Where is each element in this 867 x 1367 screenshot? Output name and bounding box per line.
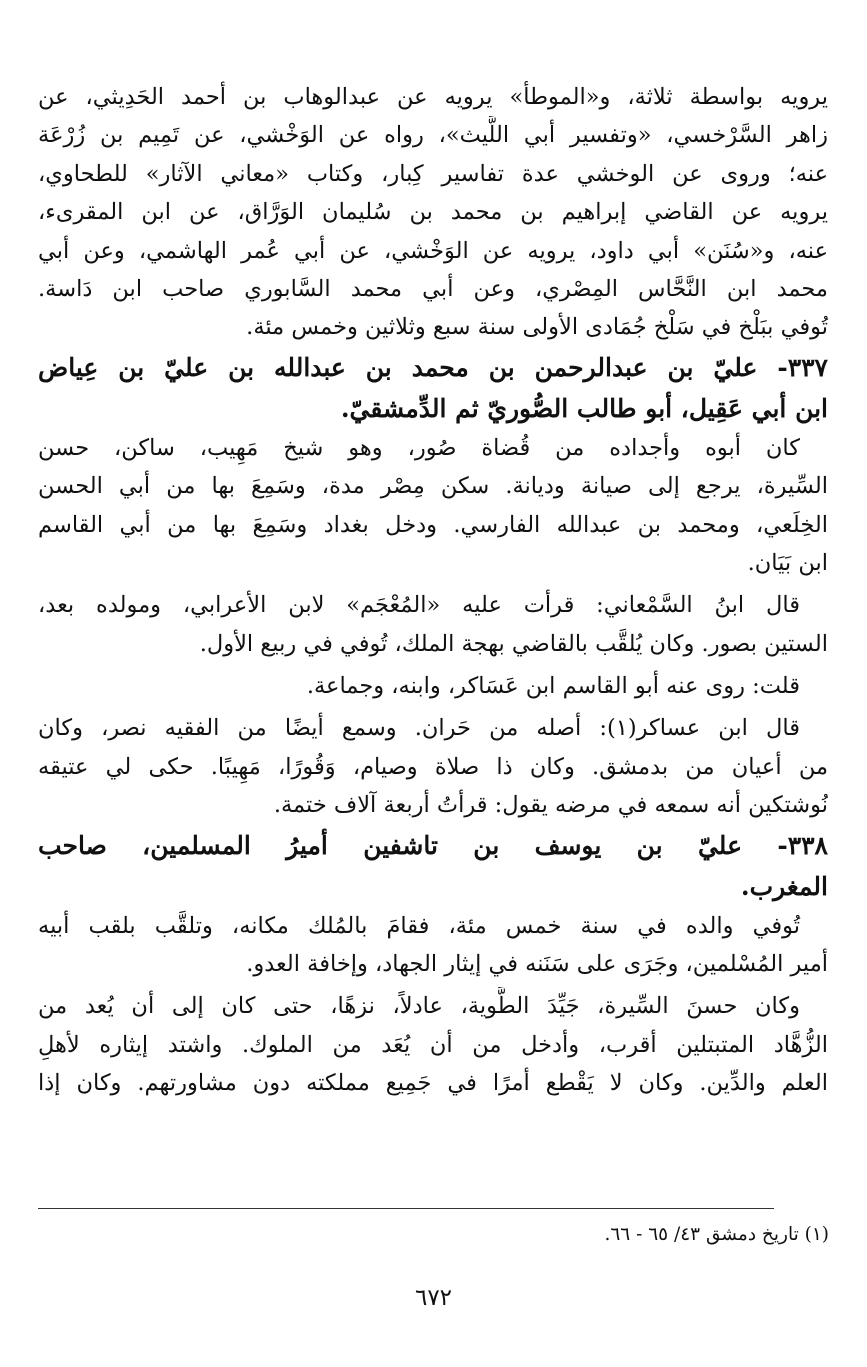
text-line: الستين بصور. وكان يُلقَّب بالقاضي بهجة الملك، تُوفي في ربيع الأول. (199, 630, 828, 657)
text-line: تُوفي ببَلْخ في سَلْخ جُمَادى الأولى سنة سبع وثلاثين وخمس مئة. (246, 314, 828, 341)
text-line: محمد ابن النَّحَّاس المِصْري، وعن أبي محمد السَّابوري صاحب ابن دَاسة. (38, 275, 828, 302)
entry-heading-337-cont: ابن أبي عَقِيل، أبو طالب الصُّوريّ ثم الدِّمشقيّ. (340, 393, 828, 423)
text-line: عنه؛ وروى عن الوخشي عدة تفاسير كِبار، وكتاب «معاني الآثار» للطحاوي، (38, 160, 828, 187)
text-line: وكان حسنَ السِّيرة، جَيِّدَ الطَّوية، عادلاً، نزهًا، حتى كان إلى أن يُعد من (38, 993, 800, 1020)
text-line: أمير المُسْلمين، وجَرَى على سَنَنه في إيثار الجهاد، وإخافة العدو. (246, 951, 828, 978)
text-line: ابن بَيَان. (747, 549, 828, 576)
text-line: من أعيان من بدمشق. وكان ذا صلاة وصيام، وَقُورًا، مَهِيبًا. حكى لي عتيقه (38, 753, 828, 780)
text-line: السِّيرة، يرجع إلى صيانة وديانة. سكن مِصْر مدة، وسَمِعَ بها من أبي الحسن (38, 473, 828, 500)
entry-heading-337: ٣٣٧- عليّ بن عبدالرحمن بن محمد بن عبدالله بن عليّ بن عِياض (38, 352, 828, 382)
entry-heading-338: ٣٣٨- عليّ بن يوسف بن تاشفين أميرُ المسلمين، صاحب (38, 830, 828, 860)
text-line: زاهر السَّرْخسي، «وتفسير أبي اللَّيث»، رواه عن الوَخْشي، عن تَمِيم بن زُرْعَة (38, 122, 828, 149)
text-line: قلت: روى عنه أبو القاسم ابن عَسَاكر، وابنه، وجماعة. (306, 673, 800, 700)
text-line: كان أبوه وأجداده من قُضاة صُور، وهو شيخ مَهِيب، ساكن، حسن (38, 434, 800, 461)
text-line: قال ابن عساكر(١): أصله من حَران. وسمع أيضًا من الفقيه نصر، وكان (38, 715, 800, 742)
page-body (38, 78, 828, 1103)
page-number: ٦٧٢ (414, 1285, 453, 1311)
text-line: يرويه بواسطة ثلاثة، و«الموطأ» يرويه عن عبدالوهاب بن أحمد الحَدِيثي، عن (38, 84, 828, 110)
entry-heading-338-cont: المغرب. (740, 871, 828, 901)
text-line: يرويه عن القاضي إبراهيم بن محمد بن سُليمان الوَرَّاق، عن ابن المقرىء، (38, 199, 828, 226)
text-line: الزُّهَّاد المتبتلين أقرب، وأدخل من أن يُعَد من الملوك. واشتد إيثاره لأهلِ (38, 1031, 828, 1058)
text-line: نُوشتكين أنه سمعه في مرضه يقول: قرأتُ أربعة آلاف ختمة. (273, 792, 828, 819)
text-line: عنه، و«سُنَن» أبي داود، يرويه عن الوَخْشي، عن أبي عُمر الهاشمي، وعن أبي (38, 237, 828, 264)
text-line: تُوفي والده في سنة خمس مئة، فقامَ بالمُلك مكانه، وتلقَّب بلقب أبيه (38, 912, 800, 939)
footnote: (١) تاريخ دمشق ٤٣/ ٦٥ - ٦٦. (604, 1224, 829, 1245)
text-line: العلم والدِّين. وكان لا يَقْطع أمرًا في جَمِيع مملكته دون مشاورتهم. وكان إذا (38, 1070, 828, 1097)
text-line: الخِلَعي، ومحمد بن عبدالله الفارسي. ودخل بغداد وسَمِعَ بها من أبي القاسم (38, 511, 828, 538)
text-line: قال ابنُ السَّمْعاني: قرأت عليه «المُعْجَم» لابن الأعرابي، ومولده بعد، (38, 592, 800, 619)
footnote-divider (38, 1208, 774, 1209)
